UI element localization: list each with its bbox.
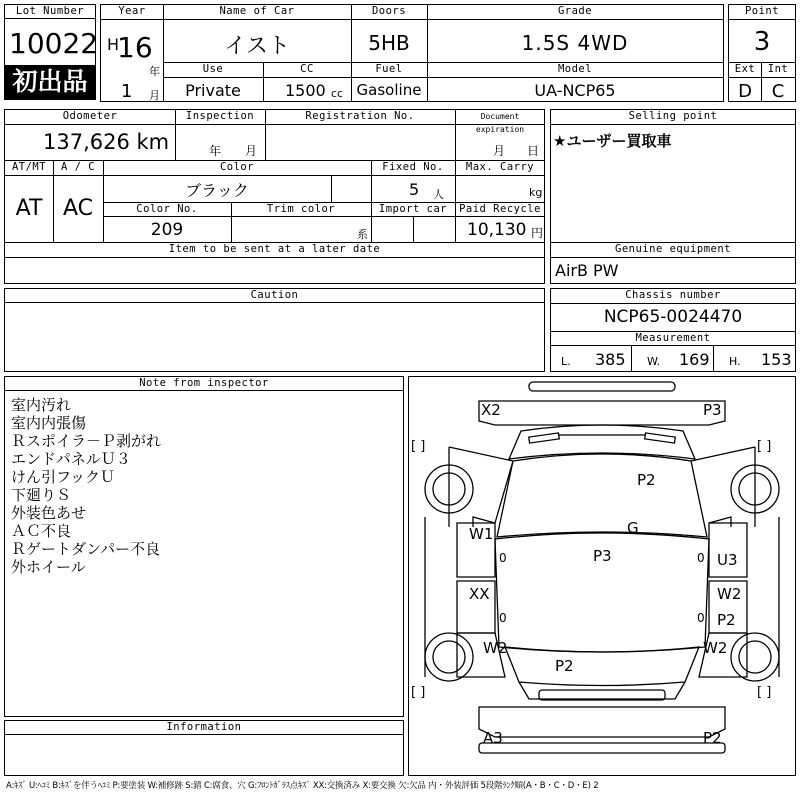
year-label: Year	[118, 5, 146, 17]
later-label: Item to be sent at a later date	[168, 243, 381, 255]
damage-diagram	[408, 376, 796, 776]
cc: 1500	[285, 81, 326, 100]
caution-box	[4, 288, 545, 372]
mark-right-rear-door-top: W2	[717, 585, 742, 603]
inspector-notes	[11, 396, 161, 576]
fuel: Gasoline	[356, 81, 422, 99]
mark-roof: P3	[593, 547, 612, 565]
mark-o1: 0	[499, 551, 507, 565]
chassis-number: NCP65-0024470	[603, 307, 743, 327]
genuine-equipment: AirB PW	[555, 261, 619, 280]
information-box	[4, 720, 404, 776]
genuine-label: Genuine equipment	[615, 243, 731, 255]
inspection-label: Inspection	[185, 110, 255, 122]
fuel-label: Fuel	[375, 63, 403, 75]
use: Private	[185, 81, 241, 100]
doors-label: Doors	[371, 5, 407, 17]
inspector-note: 外装色あせ	[11, 504, 87, 522]
mark-right-front-door: U3	[717, 551, 738, 569]
name-label: Name of Car	[219, 5, 295, 17]
insp-year-unit: 年	[209, 144, 222, 158]
ext-label: Ext	[734, 63, 756, 75]
inspector-note: ＡＣ不良	[11, 522, 72, 540]
mark-o3: 0	[499, 611, 507, 625]
mark-front-bumper-left: X2	[481, 401, 501, 419]
ac-label: A / C	[60, 161, 96, 173]
caution-label: Caution	[5, 289, 544, 303]
fixed-no-label: Fixed No.	[382, 161, 444, 173]
lot-number-label: Lot Number	[5, 5, 95, 19]
inspector-label: Note from inspector	[5, 377, 403, 391]
doc-expiration-label: Document expiration	[475, 112, 525, 134]
length-label: L.	[561, 355, 571, 368]
int-grade: C	[771, 81, 785, 102]
legend: A:ｷｽﾞ U:ﾍｺﾐ B:ｷｽﾞを伴うﾍｺﾐ P:要塗装 W:補修跡 S:錆 C:腐食、穴 G:ﾌﾛﾝﾄｶﾞﾗｽ点ｷｽﾞ XX:交換済み X:要交換 欠:欠品 内・外装評価 5段階ﾗﾝｸ順(A・B・C・D・E) 2	[6, 781, 599, 791]
inspector-note: けん引フックＵ	[11, 468, 115, 486]
measurement-label: Measurement	[635, 332, 711, 344]
height: 153	[761, 350, 792, 369]
recycle: 10,130	[467, 220, 527, 240]
doors: 5HB	[368, 31, 410, 55]
month-unit: 月	[149, 89, 160, 102]
car-name: イスト	[224, 34, 290, 59]
selling-box	[550, 109, 796, 284]
odometer-label: Odometer	[62, 110, 118, 122]
inspector-note: 室内内張傷	[11, 414, 87, 432]
bracket-bottom-left: [ ]	[411, 685, 426, 700]
mark-hood: P2	[637, 471, 656, 489]
bracket-top-right: [ ]	[757, 439, 772, 454]
mark-right-quarter: W2	[703, 639, 728, 657]
color: ブラック	[185, 181, 249, 200]
import-car-label: Import car	[378, 203, 448, 215]
fixed-no: 5	[409, 180, 420, 199]
inspector-box	[4, 376, 404, 717]
atmt-label: AT/MT	[11, 161, 47, 173]
mark-left-front-door: W1	[469, 525, 494, 543]
inspector-note: 室内汚れ	[11, 396, 72, 414]
fixed-no-unit: 人	[433, 188, 444, 201]
cc-label: CC	[300, 63, 314, 75]
mark-left-quarter: W2	[483, 639, 508, 657]
trim-color-label: Trim color	[266, 203, 336, 215]
chassis-label: Chassis number	[625, 289, 721, 301]
main-header-box	[100, 4, 724, 102]
doc-day-unit: 日	[527, 144, 540, 158]
lot-number: 10022	[9, 27, 99, 60]
point-label: Point	[744, 5, 780, 17]
inspector-note: 外ホイール	[11, 558, 86, 576]
year-unit: 年	[149, 65, 160, 78]
cc-unit: cc	[331, 87, 344, 100]
ext-grade: D	[738, 81, 752, 102]
insp-month-unit: 月	[245, 144, 258, 158]
details-box	[4, 109, 545, 284]
color-no-label: Color No.	[136, 203, 198, 215]
mark-rear-bumper-right: P2	[703, 729, 722, 747]
point-box	[728, 4, 796, 102]
mark-left-rear-door: XX	[469, 585, 490, 603]
inspector-note: エンドパネルＵ３	[11, 450, 131, 468]
use-label: Use	[202, 63, 224, 75]
int-label: Int	[767, 63, 789, 75]
atmt: AT	[15, 196, 43, 221]
mark-front-bumper-right: P3	[703, 401, 722, 419]
registration-label: Registration No.	[305, 110, 415, 122]
mark-rear-lower: P2	[555, 657, 574, 675]
inspector-note: Ｒスポイラ－Ｐ剥がれ	[11, 432, 162, 450]
color-label: Color	[219, 161, 255, 173]
height-label: H.	[729, 355, 741, 368]
bracket-top-left: [ ]	[411, 439, 426, 454]
mark-windshield: G	[627, 519, 639, 537]
mark-right-rear-door: P2	[717, 611, 736, 629]
selling-point-label: Selling point	[628, 110, 718, 122]
car-outline	[409, 377, 795, 775]
first-listing-badge: 初出品	[5, 65, 95, 99]
mark-o2: 0	[697, 551, 705, 565]
point: 3	[753, 27, 771, 57]
inspector-note: 下廻りＳ	[11, 486, 72, 504]
selling-point: ★ユーザー買取車	[553, 132, 672, 150]
trim-unit: 系	[357, 228, 368, 241]
mark-o4: 0	[697, 611, 705, 625]
odometer: 137,626 km	[43, 130, 170, 154]
model-label: Model	[557, 63, 593, 75]
ac: AC	[62, 196, 94, 221]
max-carry-label: Max. Carry	[465, 161, 535, 173]
month: 1	[121, 81, 133, 102]
doc-month-unit: 月	[493, 144, 506, 158]
color-no: 209	[150, 220, 184, 240]
information-label: Information	[5, 721, 403, 735]
width: 169	[679, 350, 710, 369]
mark-rear-bumper-left: A3	[483, 729, 503, 747]
inspector-note: Ｒゲートダンパー不良	[11, 540, 161, 558]
era: H	[107, 35, 120, 54]
width-label: W.	[647, 355, 661, 368]
recycle-label: Paid Recycle	[459, 203, 541, 215]
bracket-bottom-right: [ ]	[757, 685, 772, 700]
model: UA-NCP65	[534, 81, 616, 100]
max-carry-unit: kg	[529, 186, 543, 199]
length: 385	[595, 350, 626, 369]
grade: 1.5S 4WD	[521, 31, 629, 55]
lot-number-box	[4, 4, 99, 100]
year: 16	[117, 31, 153, 64]
grade-label: Grade	[557, 5, 593, 17]
recycle-unit: 円	[531, 226, 544, 240]
chassis-box	[550, 288, 796, 372]
